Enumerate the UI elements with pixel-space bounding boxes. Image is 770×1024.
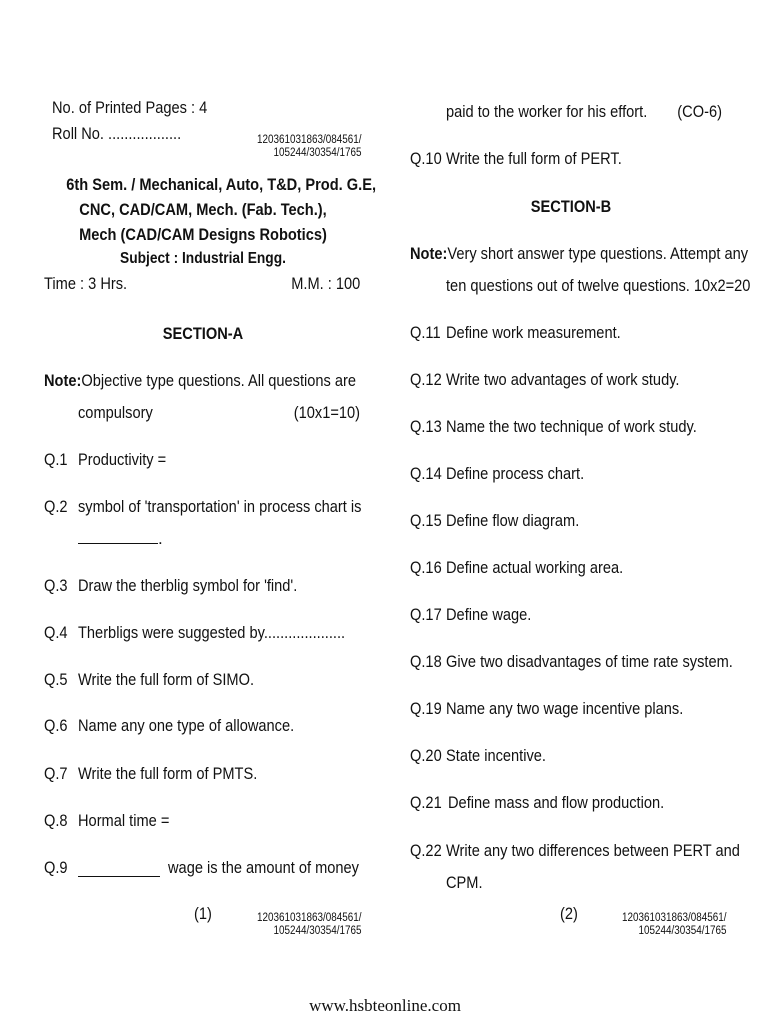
question-number: Q.17: [410, 605, 442, 624]
question-number: Q.3: [44, 576, 68, 595]
note-text-line-2: compulsory: [78, 403, 153, 422]
question-number: Q.11: [410, 323, 441, 342]
semester-line-1: 6th Sem. / Mechanical, Auto, T&D, Prod. G.E,: [66, 175, 377, 194]
question-number: Q.7: [44, 764, 68, 783]
subject-line: Subject : Industrial Engg.: [120, 250, 286, 267]
time-allowed: Time : 3 Hrs.: [44, 274, 128, 293]
question-text: Write the full form of PMTS.: [78, 764, 258, 783]
question-text: symbol of 'transportation' in process chart is: [78, 497, 362, 516]
question-number: Q.13: [410, 417, 442, 436]
question-text: Name any one type of allowance.: [78, 716, 295, 735]
question-text: Write the full form of SIMO.: [78, 670, 255, 689]
question-text: Hormal time =: [78, 811, 170, 830]
question-text: Productivity =: [78, 450, 167, 469]
paper-code-top: [257, 134, 362, 160]
paper-code-page-1: [257, 912, 362, 938]
page-number-1: (1): [194, 904, 212, 923]
question-text: Write the full form of PERT.: [446, 149, 622, 168]
course-outcome: (CO-6): [677, 102, 722, 121]
question-number: Q.12: [410, 370, 442, 389]
question-text: Name the two technique of work study.: [446, 417, 697, 436]
question-text: Define wage.: [446, 605, 532, 624]
question-number: Q.22: [410, 841, 442, 860]
roll-number: Roll No. ..................: [52, 124, 182, 143]
printed-pages: No. of Printed Pages : 4: [52, 98, 208, 117]
semester-block: [66, 172, 377, 247]
question-text: Define flow diagram.: [446, 511, 580, 530]
question-9-continued: paid to the worker for his effort.: [446, 102, 648, 121]
blank-underline: [78, 529, 158, 544]
note-label: Note:: [410, 244, 448, 263]
paper-code-line-2: 105244/30354/1765: [273, 147, 362, 159]
paper-code-page-2: [622, 912, 727, 938]
question-number: Q.19: [410, 699, 442, 718]
website-footer: www.hsbteonline.com: [309, 996, 461, 1015]
question-number: Q.20: [410, 746, 442, 765]
question-text: Write two advantages of work study.: [446, 370, 680, 389]
page-number-2: (2): [560, 904, 578, 923]
question-text: wage is the amount of money: [168, 858, 359, 877]
note-label: Note:: [44, 371, 82, 390]
section-a-title: SECTION-A: [162, 324, 244, 343]
question-text: Define process chart.: [446, 464, 585, 483]
question-text: State incentive.: [446, 746, 546, 765]
paper-code-line-1: 120361031863/084561/: [257, 134, 362, 146]
question-number: Q.14: [410, 464, 442, 483]
question-number: Q.6: [44, 716, 68, 735]
note-text-line-1: Very short answer type questions. Attempt any: [447, 244, 749, 263]
answer-blank-line: [78, 529, 163, 549]
question-number: Q.9: [44, 858, 68, 877]
question-number: Q.4: [44, 623, 68, 642]
note-text-line-1: Objective type questions. All questions are: [81, 371, 357, 390]
question-text: Define actual working area.: [446, 558, 624, 577]
question-text-continued: CPM.: [446, 873, 483, 892]
question-number: Q.15: [410, 511, 442, 530]
paper-code-line-1: 120361031863/084561/: [622, 912, 727, 924]
question-text: Therbligs were suggested by....................: [78, 623, 346, 642]
question-text: Name any two wage incentive plans.: [446, 699, 684, 718]
paper-code-line-2: 105244/30354/1765: [273, 925, 362, 937]
section-b-title: SECTION-B: [530, 197, 612, 216]
question-number: Q.10: [410, 149, 442, 168]
question-number: Q.21: [410, 793, 442, 812]
question-text-end: .: [158, 529, 163, 548]
question-text: Write any two differences between PERT and: [446, 841, 740, 860]
semester-line-3: Mech (CAD/CAM Designs Robotics): [79, 225, 327, 244]
note-text-line-2: ten questions out of twelve questions. 10x2=20: [446, 276, 751, 295]
question-number: Q.2: [44, 497, 68, 516]
question-number: Q.18: [410, 652, 442, 671]
question-text: Define work measurement.: [446, 323, 621, 342]
note-marks: (10x1=10): [293, 403, 360, 422]
question-number: Q.8: [44, 811, 68, 830]
paper-code-line-2: 105244/30354/1765: [638, 925, 727, 937]
semester-line-2: CNC, CAD/CAM, Mech. (Fab. Tech.),: [79, 200, 327, 219]
question-text: Define mass and flow production.: [448, 793, 665, 812]
question-number: Q.16: [410, 558, 442, 577]
question-text: Give two disadvantages of time rate system.: [446, 652, 733, 671]
max-marks: M.M. : 100: [290, 274, 360, 293]
question-text: Draw the therblig symbol for 'find'.: [78, 576, 298, 595]
blank-underline: [78, 858, 160, 877]
paper-code-line-1: 120361031863/084561/: [257, 912, 362, 924]
question-number: Q.1: [44, 450, 68, 469]
question-number: Q.5: [44, 670, 68, 689]
